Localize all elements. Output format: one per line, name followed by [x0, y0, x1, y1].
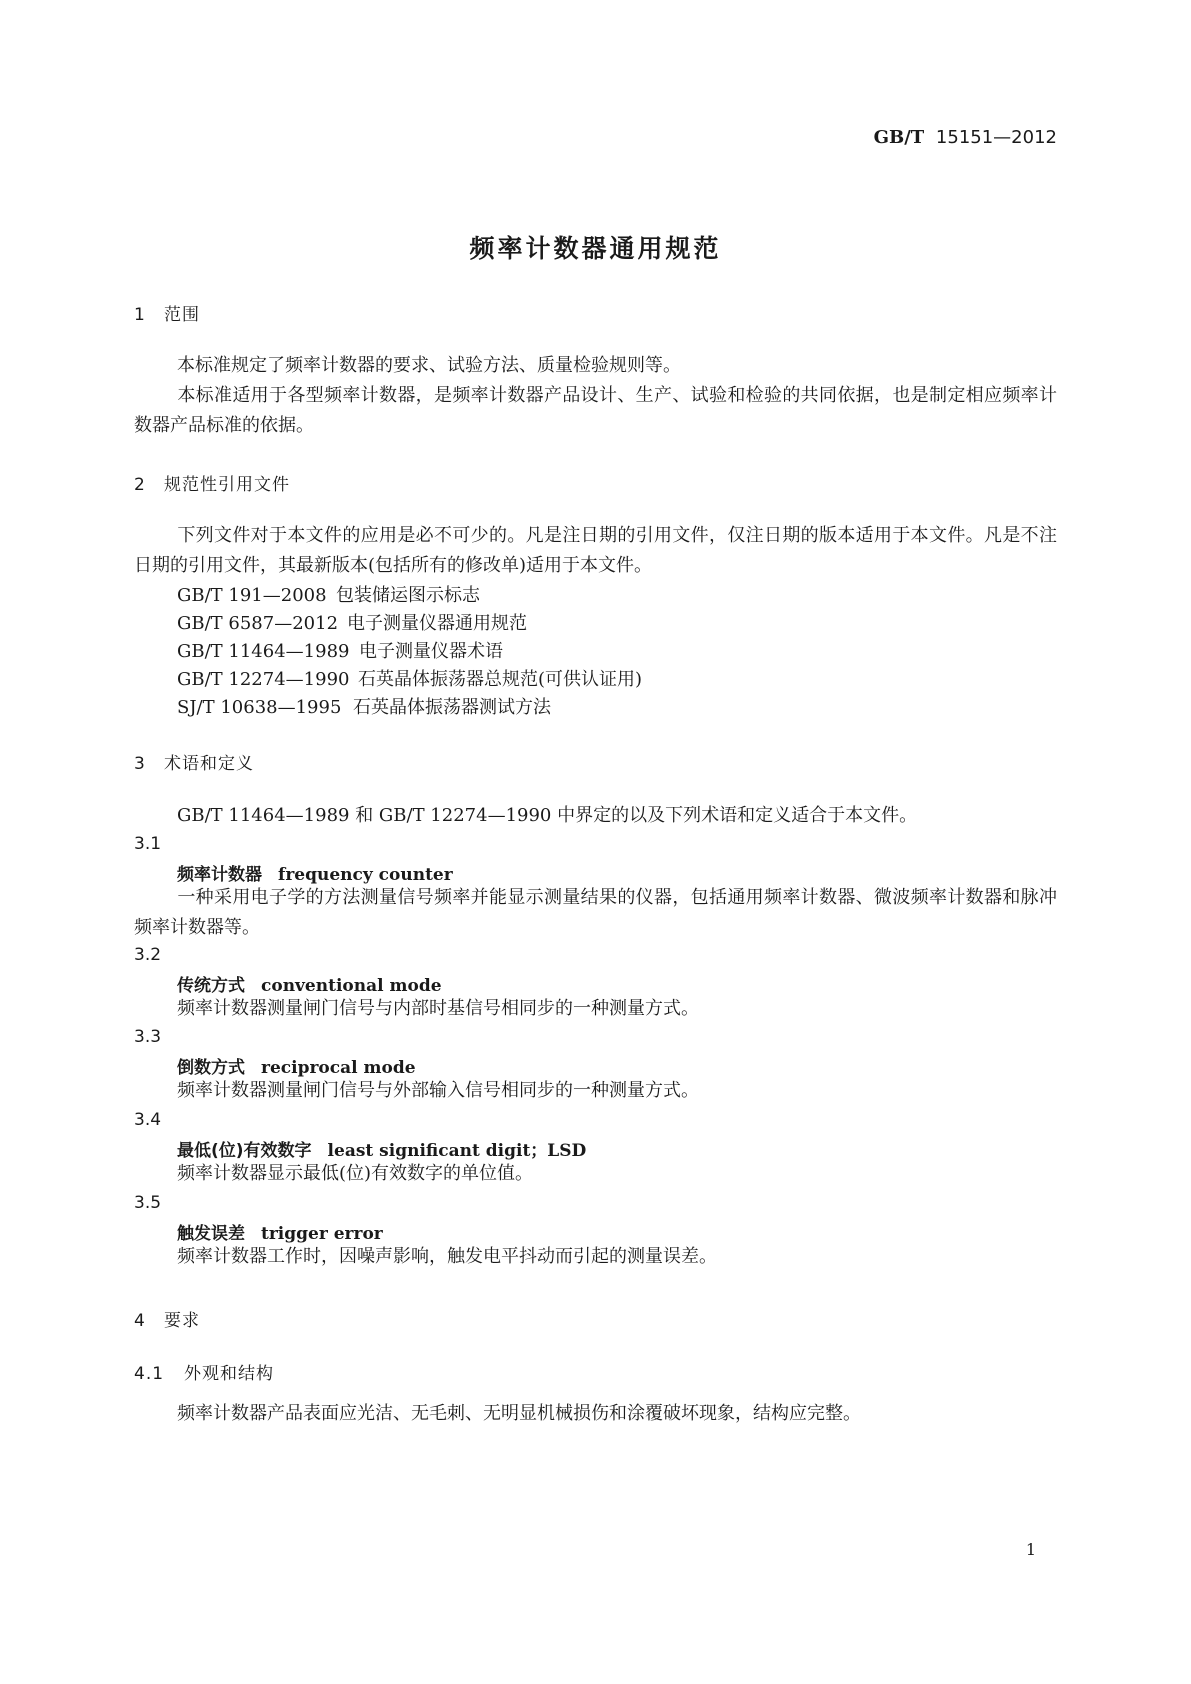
term-zh: 最低(位)有效数字 — [177, 1141, 312, 1161]
reference-title: 电子测量仪器术语 — [359, 641, 503, 662]
section-3-heading — [134, 749, 254, 774]
term-heading — [177, 1219, 383, 1244]
reference-code: GB/T 191—2008 — [177, 585, 327, 606]
reference-item — [177, 665, 642, 691]
standard-code — [874, 127, 1057, 148]
section-1-paragraph-1: 本标准规定了频率计数器的要求、试验方法、质量检验规则等。 — [177, 355, 681, 376]
reference-title: 电子测量仪器通用规范 — [347, 613, 527, 634]
reference-code: GB/T 11464—1989 — [177, 641, 350, 662]
section-title: 术语和定义 — [164, 754, 254, 774]
section-title: 范围 — [164, 305, 200, 325]
section-number: 1 — [134, 305, 146, 325]
section-3-intro: GB/T 11464—1989 和 GB/T 12274—1990 中界定的以及下列术语和定义适合于本文件。 — [177, 805, 918, 826]
reference-title: 石英晶体振荡器测试方法 — [353, 697, 551, 718]
term-heading — [177, 1053, 416, 1078]
reference-item — [177, 609, 527, 635]
term-zh: 倒数方式 — [177, 1058, 245, 1078]
term-en: reciprocal mode — [261, 1058, 416, 1078]
reference-item — [177, 581, 480, 607]
term-en: least significant digit；LSD — [327, 1141, 587, 1161]
term-definition: 一种采用电子学的方法测量信号频率并能显示测量结果的仪器，包括通用频率计数器、微波频率计数器和脉冲频率计数器等。 — [134, 887, 1057, 938]
section-title: 外观和结构 — [184, 1364, 274, 1384]
page-number: 1 — [1025, 1540, 1036, 1559]
term-zh: 传统方式 — [177, 976, 245, 996]
term-definition: 频率计数器测量闸门信号与外部输入信号相同步的一种测量方式。 — [177, 1080, 699, 1101]
section-title: 要求 — [164, 1311, 200, 1331]
section-2-paragraph: 下列文件对于本文件的应用是必不可少的。凡是注日期的引用文件，仅注日期的版本适用于本文件。凡是不注日期的引用文件，其最新版本(包括所有的修改单)适用于本文件。 — [134, 525, 1057, 576]
term-definition: 频率计数器显示最低(位)有效数字的单位值。 — [177, 1163, 534, 1184]
reference-code: GB/T 12274—1990 — [177, 669, 350, 690]
term-number: 3.3 — [134, 1027, 162, 1047]
reference-item — [177, 637, 503, 663]
standard-prefix: GB/T — [873, 127, 925, 148]
standard-number: 15151—2012 — [935, 127, 1057, 148]
term-heading — [177, 1136, 586, 1161]
term-number: 3.2 — [134, 945, 162, 965]
term-number: 3.4 — [134, 1110, 162, 1130]
section-1-paragraph-2: 本标准适用于各型频率计数器，是频率计数器产品设计、生产、试验和检验的共同依据，也是制定相应频率计数器产品标准的依据。 — [134, 385, 1057, 436]
section-4-1-heading — [134, 1359, 274, 1384]
term-zh: 频率计数器 — [177, 865, 262, 885]
term-en: conventional mode — [261, 976, 442, 996]
term-zh: 触发误差 — [177, 1224, 245, 1244]
section-title: 规范性引用文件 — [164, 475, 290, 495]
section-number: 4 — [134, 1311, 146, 1331]
reference-item — [177, 693, 551, 719]
section-4-heading — [134, 1306, 200, 1331]
term-definition: 频率计数器工作时，因噪声影响，触发电平抖动而引起的测量误差。 — [177, 1246, 717, 1267]
term-en: frequency counter — [278, 865, 453, 885]
term-heading — [177, 971, 442, 996]
document-title: 频率计数器通用规范 — [469, 234, 722, 263]
section-number: 2 — [134, 475, 146, 495]
reference-code: SJ/T 10638—1995 — [177, 697, 342, 718]
term-heading — [177, 860, 453, 885]
section-1-heading — [134, 300, 200, 325]
term-number: 3.5 — [134, 1193, 162, 1213]
reference-code: GB/T 6587—2012 — [177, 613, 339, 634]
term-en: trigger error — [261, 1224, 383, 1244]
section-2-heading — [134, 470, 290, 495]
reference-title: 石英晶体振荡器总规范(可供认证用) — [358, 669, 643, 690]
reference-title: 包装储运图示标志 — [336, 585, 480, 606]
section-number: 4.1 — [134, 1364, 165, 1384]
term-definition: 频率计数器测量闸门信号与内部时基信号相同步的一种测量方式。 — [177, 998, 699, 1019]
term-number: 3.1 — [134, 834, 162, 854]
section-4-1-paragraph: 频率计数器产品表面应光洁、无毛刺、无明显机械损伤和涂覆破坏现象，结构应完整。 — [177, 1403, 861, 1424]
section-number: 3 — [134, 754, 146, 774]
